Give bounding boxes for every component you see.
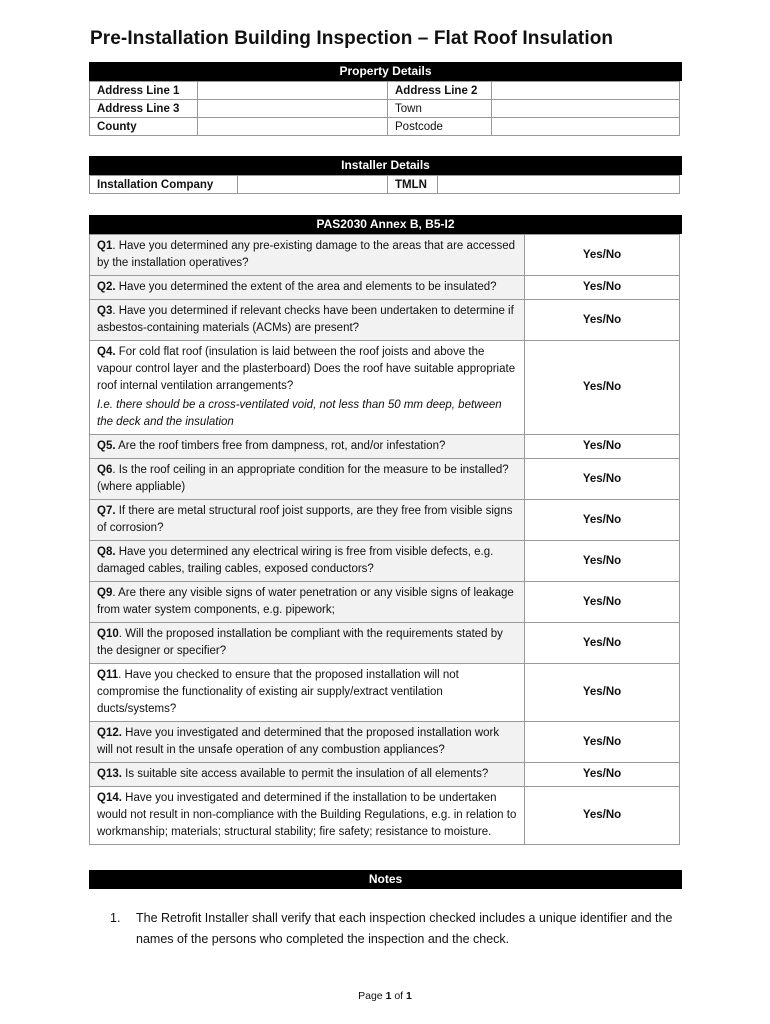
answer-yes-no[interactable]: Yes/No bbox=[525, 235, 680, 276]
address-line-3-field[interactable] bbox=[198, 100, 388, 118]
question-row bbox=[90, 787, 680, 845]
question-body: . Have you checked to ensure that the proposed installation will not compromise the functionality of existing air supply/extract ventilation ducts/systems? bbox=[97, 669, 459, 715]
question-row bbox=[90, 623, 680, 664]
answer-yes-no[interactable]: Yes/No bbox=[525, 541, 680, 582]
question-text bbox=[90, 459, 525, 500]
current-page: 1 bbox=[385, 990, 392, 1002]
pas2030-questions-table bbox=[89, 234, 680, 845]
question-text bbox=[90, 787, 525, 845]
question-row bbox=[90, 435, 680, 459]
address-line-2-label: Address Line 2 bbox=[388, 82, 492, 100]
question-body: . Have you determined if relevant checks have been undertaken to determine if asbestos-containing materials (ACMs) are present? bbox=[97, 305, 514, 334]
total-pages: 1 bbox=[406, 990, 412, 1002]
answer-yes-no[interactable]: Yes/No bbox=[525, 341, 680, 435]
installation-company-label: Installation Company bbox=[90, 176, 238, 194]
question-number: Q3 bbox=[97, 305, 113, 317]
question-text bbox=[90, 235, 525, 276]
question-number: Q10 bbox=[97, 628, 119, 640]
question-text bbox=[90, 276, 525, 300]
question-text bbox=[90, 300, 525, 341]
installer-details-header: Installer Details bbox=[89, 156, 682, 175]
question-text bbox=[90, 500, 525, 541]
question-row bbox=[90, 763, 680, 787]
question-note: I.e. there should be a cross-ventilated void, not less than 50 mm deep, between the deck and the insulation bbox=[97, 399, 502, 428]
tmln-field[interactable] bbox=[438, 176, 680, 194]
question-row bbox=[90, 722, 680, 763]
property-row bbox=[90, 100, 680, 118]
question-text bbox=[90, 664, 525, 722]
address-line-2-field[interactable] bbox=[492, 82, 680, 100]
question-row bbox=[90, 276, 680, 300]
question-number: Q4. bbox=[97, 346, 116, 358]
question-number: Q14. bbox=[97, 792, 122, 804]
property-details-table bbox=[89, 81, 680, 136]
question-body: If there are metal structural roof joist supports, are they free from visible signs of corrosion? bbox=[97, 505, 513, 534]
address-line-1-field[interactable] bbox=[198, 82, 388, 100]
answer-yes-no[interactable]: Yes/No bbox=[525, 500, 680, 541]
question-number: Q9 bbox=[97, 587, 113, 599]
question-body: . Will the proposed installation be compliant with the requirements stated by the designer or specifier? bbox=[97, 628, 503, 657]
tmln-label: TMLN bbox=[388, 176, 438, 194]
county-label: County bbox=[90, 118, 198, 136]
address-line-1-label: Address Line 1 bbox=[90, 82, 198, 100]
note-number: 1. bbox=[110, 911, 121, 925]
question-row bbox=[90, 235, 680, 276]
page-footer bbox=[0, 990, 770, 1002]
question-number: Q13. bbox=[97, 768, 122, 780]
question-body: . Have you determined any pre-existing damage to the areas that are accessed by the installation operatives? bbox=[97, 240, 516, 269]
answer-yes-no[interactable]: Yes/No bbox=[525, 722, 680, 763]
question-text bbox=[90, 435, 525, 459]
property-row bbox=[90, 82, 680, 100]
notes-list bbox=[110, 908, 680, 950]
page-title: Pre-Installation Building Inspection – Flat Roof Insulation bbox=[90, 28, 614, 49]
answer-yes-no[interactable]: Yes/No bbox=[525, 435, 680, 459]
answer-yes-no[interactable]: Yes/No bbox=[525, 459, 680, 500]
note-text: The Retrofit Installer shall verify that each inspection checked includes a unique identifier and the names of the persons who completed the inspection and the check. bbox=[136, 911, 673, 946]
answer-yes-no[interactable]: Yes/No bbox=[525, 623, 680, 664]
answer-yes-no[interactable]: Yes/No bbox=[525, 763, 680, 787]
question-text bbox=[90, 623, 525, 664]
answer-yes-no[interactable]: Yes/No bbox=[525, 664, 680, 722]
installer-details-table bbox=[89, 175, 680, 194]
question-body: Have you determined the extent of the area and elements to be insulated? bbox=[115, 281, 497, 293]
answer-yes-no[interactable]: Yes/No bbox=[525, 582, 680, 623]
page-word: Page bbox=[358, 990, 383, 1002]
question-number: Q5. bbox=[97, 440, 116, 452]
question-text bbox=[90, 341, 525, 435]
question-row bbox=[90, 341, 680, 435]
question-row bbox=[90, 459, 680, 500]
question-text bbox=[90, 722, 525, 763]
question-number: Q7. bbox=[97, 505, 116, 517]
question-body: Have you investigated and determined if the installation to be undertaken would not result in non-compliance with the Building Regulations, e.g. in relation to workmanship; materials; structural stability; fire safety; resistance to moisture. bbox=[97, 792, 517, 838]
of-word: of bbox=[394, 990, 404, 1002]
question-row bbox=[90, 664, 680, 722]
question-number: Q6 bbox=[97, 464, 113, 476]
question-body: Have you determined any electrical wiring is free from visible defects, e.g. damaged cables, trailing cables, exposed conductors? bbox=[97, 546, 494, 575]
postcode-field[interactable] bbox=[492, 118, 680, 136]
question-body: Have you investigated and determined that the proposed installation work will not result in the unsafe operation of any combustion appliances? bbox=[97, 727, 500, 756]
town-field[interactable] bbox=[492, 100, 680, 118]
question-number: Q11 bbox=[97, 669, 119, 681]
answer-yes-no[interactable]: Yes/No bbox=[525, 276, 680, 300]
question-number: Q8. bbox=[97, 546, 116, 558]
question-text bbox=[90, 582, 525, 623]
question-body: Is suitable site access available to permit the insulation of all elements? bbox=[121, 768, 489, 780]
question-body: Are the roof timbers free from dampness, rot, and/or infestation? bbox=[115, 440, 446, 452]
answer-yes-no[interactable]: Yes/No bbox=[525, 300, 680, 341]
answer-yes-no[interactable]: Yes/No bbox=[525, 787, 680, 845]
notes-header: Notes bbox=[89, 870, 682, 889]
town-label: Town bbox=[388, 100, 492, 118]
question-row bbox=[90, 500, 680, 541]
question-row bbox=[90, 541, 680, 582]
question-row bbox=[90, 300, 680, 341]
county-field[interactable] bbox=[198, 118, 388, 136]
question-number: Q12. bbox=[97, 727, 122, 739]
address-line-3-label: Address Line 3 bbox=[90, 100, 198, 118]
property-details-header: Property Details bbox=[89, 62, 682, 81]
question-body: . Are there any visible signs of water penetration or any visible signs of leakage from water system components, e.g. pipework; bbox=[97, 587, 514, 616]
pas2030-header: PAS2030 Annex B, B5-I2 bbox=[89, 215, 682, 234]
question-body: For cold flat roof (insulation is laid between the roof joists and above the vapour control layer and the plasterboard) Does the roof have suitable appropriate roof internal ventilation arrangements? bbox=[97, 346, 516, 392]
question-text bbox=[90, 541, 525, 582]
property-row bbox=[90, 118, 680, 136]
postcode-label: Postcode bbox=[388, 118, 492, 136]
question-row bbox=[90, 582, 680, 623]
question-body: . Is the roof ceiling in an appropriate condition for the measure to be installed? (where appliable) bbox=[97, 464, 509, 493]
installer-row bbox=[90, 176, 680, 194]
question-text bbox=[90, 763, 525, 787]
question-number: Q1 bbox=[97, 240, 113, 252]
installation-company-field[interactable] bbox=[238, 176, 388, 194]
question-number: Q2. bbox=[97, 281, 116, 293]
